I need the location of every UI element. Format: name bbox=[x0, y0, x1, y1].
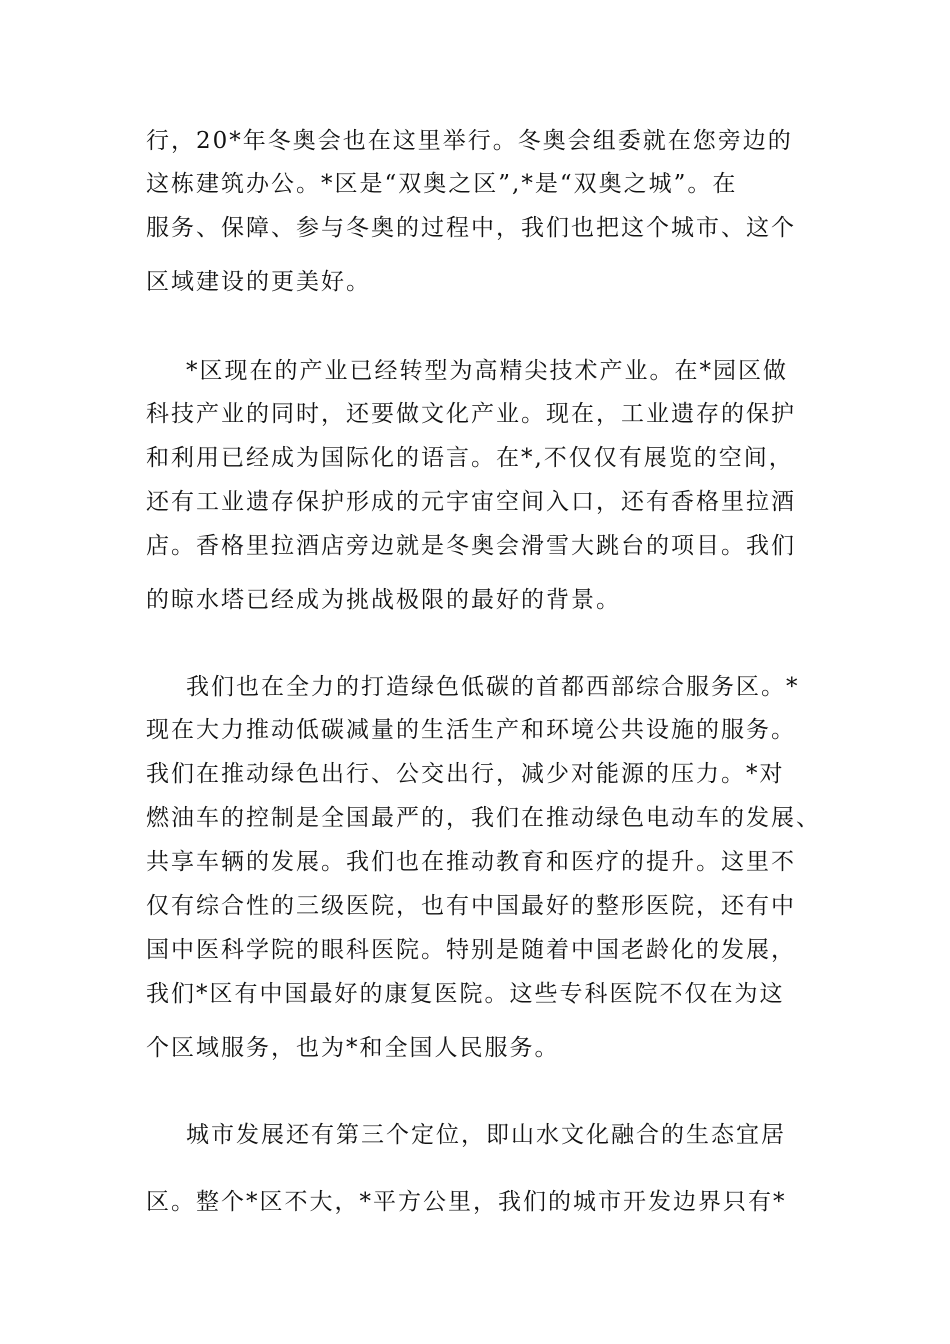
paragraph-line: 我们在推动绿色出行、公交出行，减少对能源的压力。*对 bbox=[146, 761, 785, 787]
paragraph-line: 区。整个*区不大，*平方公里，我们的城市开发边界只有* bbox=[146, 1189, 787, 1215]
paragraph-line: 燃油车的控制是全国最严的，我们在推动绿色电动车的发展、 bbox=[146, 805, 821, 831]
paragraph-line: 个区域服务，也为*和全国人民服务。 bbox=[146, 1035, 560, 1061]
paragraph-line: 区域建设的更美好。 bbox=[146, 269, 371, 295]
paragraph-line: 共享车辆的发展。我们也在推动教育和医疗的提升。这里不 bbox=[146, 849, 796, 875]
paragraph-line: 城市发展还有第三个定位，即山水文化融合的生态宜居 bbox=[186, 1122, 786, 1148]
paragraph-line: 我们也在全力的打造绿色低碳的首都西部综合服务区。* bbox=[186, 674, 800, 700]
paragraph-line: 我们*区有中国最好的康复医院。这些专科医院不仅在为这 bbox=[146, 981, 785, 1007]
paragraph-line: *区现在的产业已经转型为高精尖技术产业。在*园区做 bbox=[186, 358, 788, 384]
paragraph-line: 行，20*年冬奥会也在这里举行。冬奥会组委就在您旁边的 bbox=[146, 128, 793, 154]
paragraph-line: 服务、保障、参与冬奥的过程中，我们也把这个城市、这个 bbox=[146, 215, 796, 241]
paragraph-line: 店。香格里拉酒店旁边就是冬奥会滑雪大跳台的项目。我们 bbox=[146, 533, 796, 559]
paragraph-line: 科技产业的同时，还要做文化产业。现在，工业遗存的保护 bbox=[146, 401, 796, 427]
paragraph-line: 这栋建筑办公。*区是“双奥之区”,*是“双奥之城”。在 bbox=[146, 171, 738, 197]
paragraph-line: 现在大力推动低碳减量的生活生产和环境公共设施的服务。 bbox=[146, 717, 796, 743]
paragraph-line: 的晾水塔已经成为挑战极限的最好的背景。 bbox=[146, 587, 621, 613]
paragraph-line: 和利用已经成为国际化的语言。在*,不仅仅有展览的空间， bbox=[146, 445, 794, 471]
paragraph-line: 国中医科学院的眼科医院。特别是随着中国老龄化的发展， bbox=[146, 937, 796, 963]
paragraph-line: 仅有综合性的三级医院，也有中国最好的整形医院，还有中 bbox=[146, 893, 796, 919]
paragraph-line: 还有工业遗存保护形成的元宇宙空间入口，还有香格里拉酒 bbox=[146, 489, 796, 515]
